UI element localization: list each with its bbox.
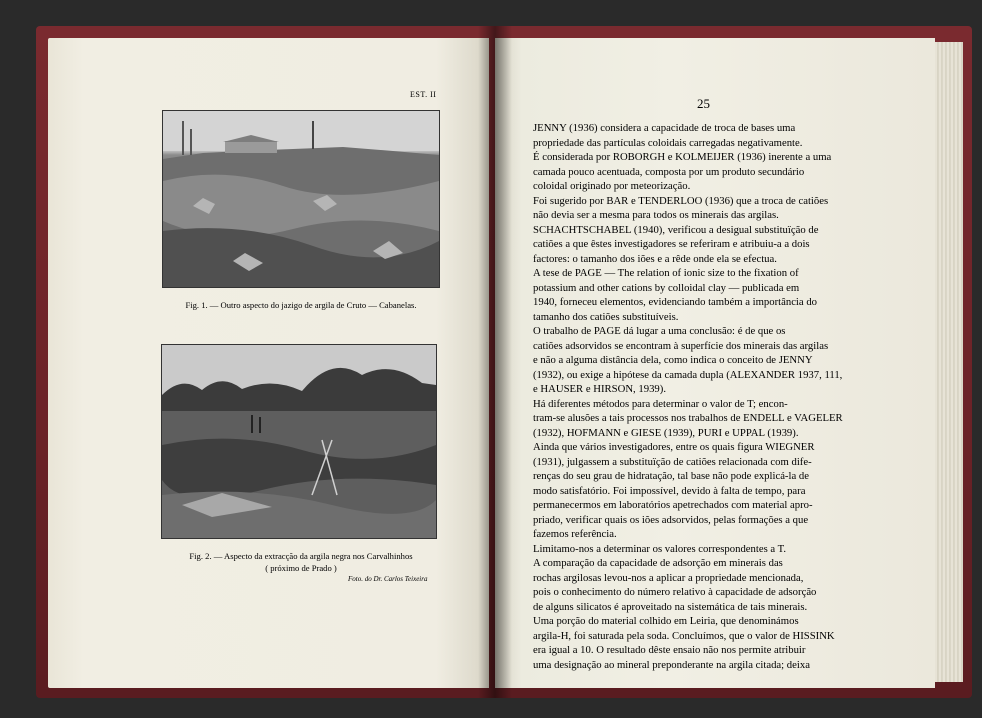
text-line: tamanho dos catiões substituíveis. xyxy=(533,310,679,323)
text-line: fazemos referência. xyxy=(533,528,617,540)
text-line: A tese de PAGE — The relation of ionic size to the fixation of xyxy=(533,267,799,279)
photo-clay-extraction-carvalhinhos xyxy=(161,344,437,539)
text-line: Foi sugerido por BAR e TENDERLOO (1936) que a troca de catiões xyxy=(533,194,829,207)
text-line: (1932), HOFMANN e GIESE (1939), PURI e UPPAL (1939). xyxy=(533,426,799,439)
book-spine xyxy=(478,26,512,698)
text-line: (1931), julgassem a substituïção de catiões relacionada com dife- xyxy=(533,455,812,468)
text-line: Ainda que vários investigadores, entre os quais figura WIEGNER xyxy=(533,441,815,453)
text-line: (1932), ou exige a hipótese da camada dupla (ALEXANDER 1937, 111, xyxy=(533,368,843,381)
text-line: Há diferentes métodos para determinar o valor de T; encon- xyxy=(533,397,788,410)
text-line: 1940, forneceu elementos, evidenciando também a importância do xyxy=(533,296,818,308)
text-line: coloidal originado por meteorização. xyxy=(533,180,691,192)
text-line: catiões adsorvidos se encontram à superfície dos minerais das argilas xyxy=(533,339,829,352)
text-line: priado, verificar quais os iões adsorvidos, pelas formações a que xyxy=(533,513,809,526)
text-line: rochas argilosas levou-nos a aplicar a propriedade mencionada, xyxy=(533,571,804,584)
page-number: 25 xyxy=(697,96,710,111)
figure-2-caption-line-2: ( próximo de Prado ) xyxy=(265,563,337,573)
text-line: É considerada por ROBORGH e KOLMEIJER (1936) inerente a uma xyxy=(533,151,832,163)
text-line: Uma porção do material colhido em Leiria, que denominámos xyxy=(533,615,799,627)
text-line: SCHACHTSCHABEL (1940), verificou a desigual substituïção de xyxy=(533,223,819,236)
photo-credit: Foto. do Dr. Carlos Teixeira xyxy=(348,575,428,583)
text-line: pois o conhecimento do número relativo à capacidade de adsorção xyxy=(533,586,817,598)
text-line: catiões a que êstes investigadores se referiram e atribuiu-a a dois xyxy=(533,238,810,250)
text-line: A comparação da capacidade de adsorção em minerais das xyxy=(533,557,783,569)
text-line: tram-se alusões a tais processos nos trabalhos de ENDELL e VAGELER xyxy=(533,412,843,424)
text-line: era igual a 10. O resultado dêste ensaio não nos permite atribuir xyxy=(533,644,806,656)
figure-1-caption: Fig. 1. — Outro aspecto do jazigo de argila de Cruto — Cabanelas. xyxy=(185,300,417,310)
page-edges xyxy=(935,42,963,682)
text-line: propriedade das partículas coloidais carregadas negativamente. xyxy=(533,136,803,149)
text-line: Limitamo-nos a determinar os valores correspondentes a T. xyxy=(533,542,787,555)
text-line: JENNY (1936) considera a capacidade de troca de bases uma xyxy=(533,122,796,134)
body-text xyxy=(533,121,863,672)
plate-label: EST. II xyxy=(410,90,437,99)
text-line: e HAUSER e HIRSON, 1939). xyxy=(533,383,666,395)
figure-2-caption-line-1: Fig. 2. — Aspecto da extracção da argila negra nos Carvalhinhos xyxy=(189,551,413,561)
text-line: uma designação ao mineral preponderante na argila citada; deixa xyxy=(533,658,810,671)
text-line: O trabalho de PAGE dá lugar a uma conclusão: é de que os xyxy=(533,325,786,337)
text-line: factores: o tamanho dos iões e a rêde onde ela se efectua. xyxy=(533,252,777,265)
text-line: renças do seu grau de hidratação, tal base não pode explicá-la de xyxy=(533,470,809,482)
text-line: permanecermos em laboratórios apetrechados com material apro- xyxy=(533,499,813,511)
text-line: argila-H, foi saturada pela soda. Concluímos, que o valor de HISSINK xyxy=(533,629,835,642)
text-line: e não a alguma distância dela, como indica o conceito de JENNY xyxy=(533,354,813,366)
photo-clay-deposit-cruto xyxy=(162,110,440,288)
text-line: não devia ser a mesma para todos os minerais das argilas. xyxy=(533,209,779,221)
text-line: potassium and other cations by colloidal clay — publicada em xyxy=(533,281,800,294)
text-line: de alguns silicatos é aproveitado na sistemática de tais minerais. xyxy=(533,600,808,613)
text-line: camada pouco acentuada, composta por um produto secundário xyxy=(533,165,805,178)
text-line: modo satisfatório. Foi impossível, devido à falta de tempo, para xyxy=(533,484,806,497)
figure-2-caption xyxy=(160,550,442,574)
